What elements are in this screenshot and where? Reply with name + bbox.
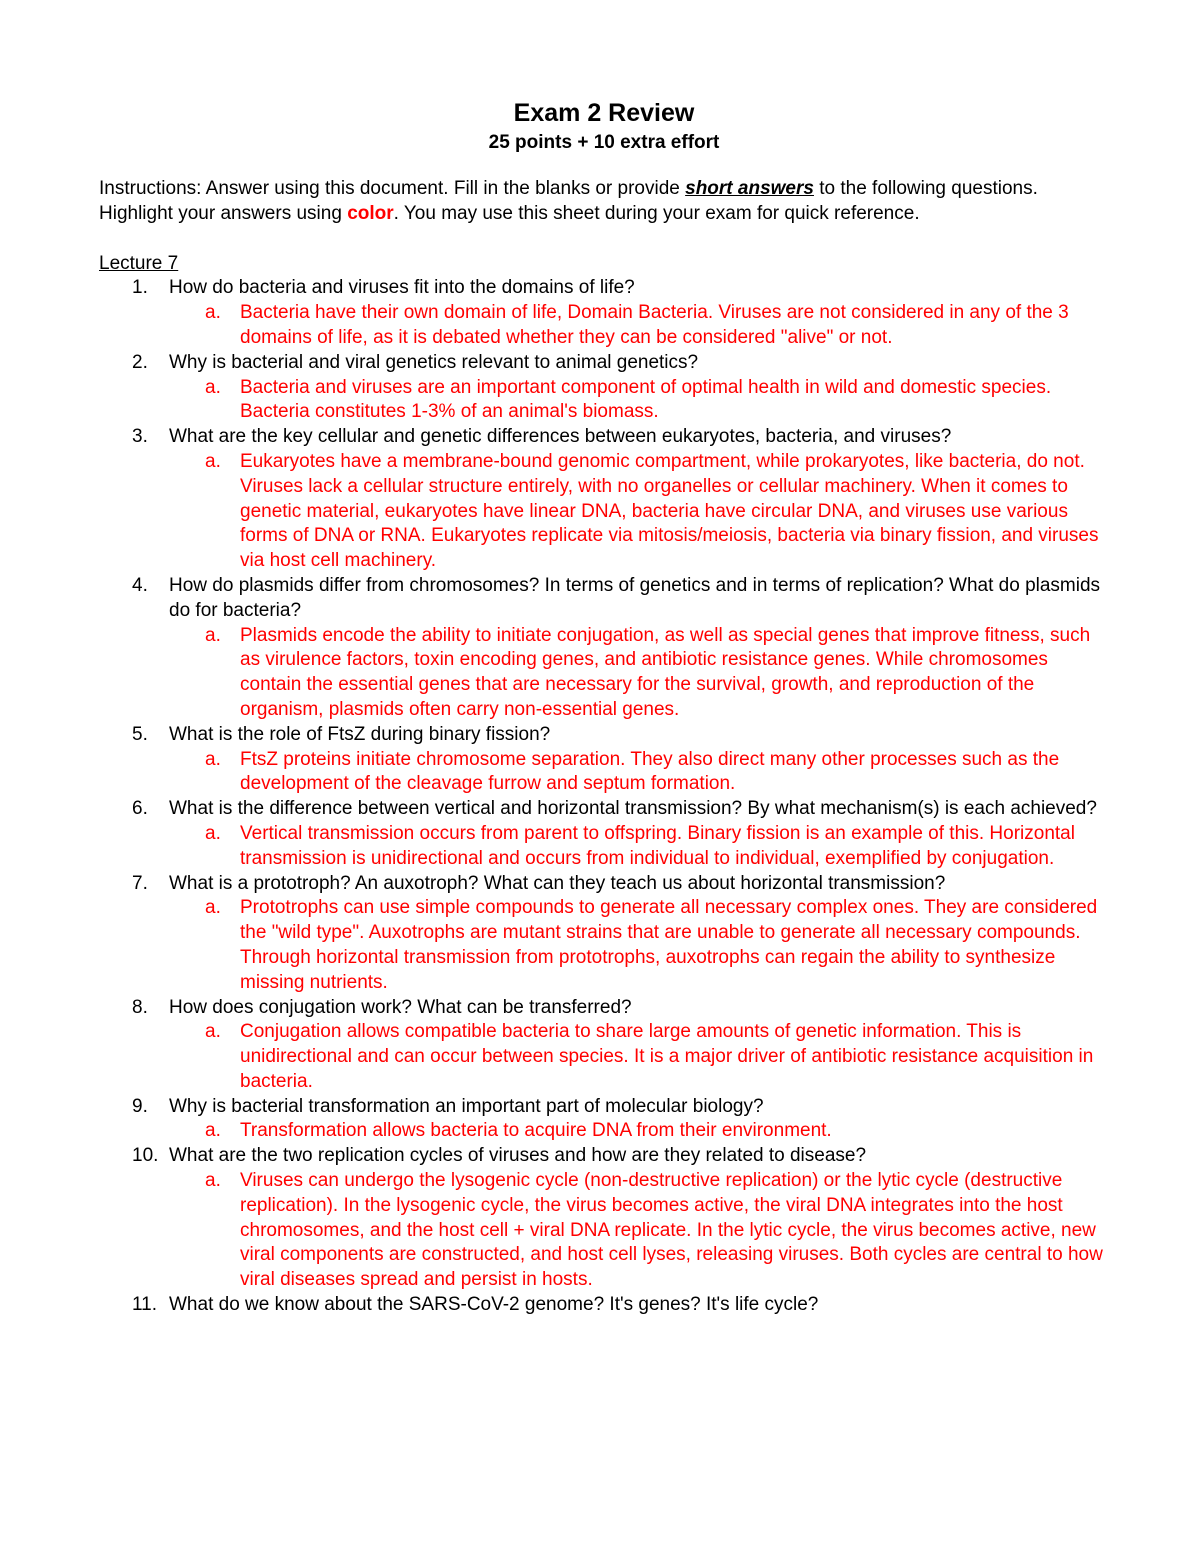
answer-item (99, 822, 1109, 872)
answer-item (99, 450, 1109, 574)
question-item (99, 1095, 1109, 1145)
page-subtitle: 25 points + 10 extra effort (488, 132, 720, 153)
question-number: 6. (132, 798, 148, 820)
instructions-emphasis-color: color (347, 202, 394, 224)
question-number: 9. (132, 1095, 148, 1117)
question-item (99, 996, 1109, 1095)
question-number: 4. (132, 574, 148, 596)
answer-item (99, 624, 1109, 723)
question-text: What is a prototroph? An auxotroph? What can they teach us about horizontal transmission? (169, 872, 946, 894)
answer-text: Viruses can undergo the lysogenic cycle (non-destructive replication) or the lytic cycle (destructive replication). In the lysogenic cycle, the virus becomes active, the viral DNA integrates into the host chromosomes, and the host cell + viral DNA replicate. In the lytic cycle, the virus becomes active, new viral components are constructed, and host cell lyses, releasing viruses. Both cycles are central to how viral diseases spread and persist in hosts. (240, 1170, 1103, 1291)
question-item (99, 574, 1109, 723)
question-text: What are the key cellular and genetic differences between eukaryotes, bacteria, and viruses? (169, 426, 952, 448)
answer-label: a. (205, 822, 221, 844)
answer-label: a. (205, 1120, 221, 1142)
answer-text: Conjugation allows compatible bacteria to share large amounts of genetic information. This is unidirectional and can occur between species. It is a major driver of antibiotic resistance acquisition in bacteria. (240, 1021, 1094, 1092)
answer-text: Vertical transmission occurs from parent to offspring. Binary fission is an example of this. Horizontal transmission is unidirectional and occurs from individual to individual, exemplified by conjugation. (240, 822, 1075, 869)
answer-text: Bacteria have their own domain of life, Domain Bacteria. Viruses are not considered in any of the 3 domains of life, as it is debated whether they can be considered "alive" or not. (240, 302, 1069, 348)
question-number: 8. (132, 996, 148, 1018)
answer-text: FtsZ proteins initiate chromosome separation. They also direct many other processes such as the development of the cleavage furrow and septum formation. (240, 748, 1060, 795)
answer-item (99, 376, 1109, 426)
question-number: 11. (132, 1294, 158, 1316)
instructions-paragraph (99, 177, 1109, 227)
question-number: 1. (132, 277, 148, 299)
instructions-text-3: . You may use this sheet during your exam for quick reference. (393, 202, 920, 224)
question-item (99, 425, 1109, 574)
question-number: 5. (132, 723, 148, 745)
answer-item (99, 1119, 1109, 1144)
instructions-text-1: Instructions: Answer using this document. Fill in the blanks or provide (99, 178, 686, 199)
answer-label: a. (205, 450, 221, 472)
question-text: How do plasmids differ from chromosomes? In terms of genetics and in terms of replication? What do plasmids do for bacteria? (169, 574, 1101, 621)
answer-label: a. (205, 302, 221, 324)
answer-label: a. (205, 1170, 221, 1192)
instructions-text-2: to the following questions. Highlight your answers using (99, 178, 1038, 224)
section-heading-lecture: Lecture 7 (99, 252, 179, 274)
answer-item (99, 1020, 1109, 1094)
answer-item (99, 301, 1109, 351)
document-page (99, 98, 1109, 1318)
question-text: How do bacteria and viruses fit into the domains of life? (169, 277, 635, 299)
answer-label: a. (205, 376, 221, 398)
answer-label: a. (205, 897, 221, 919)
question-number: 2. (132, 351, 148, 373)
question-item (99, 1144, 1109, 1293)
question-item (99, 351, 1109, 425)
answer-text: Bacteria and viruses are an important component of optimal health in wild and domestic species. Bacteria constitutes 1-3% of an animal's biomass. (240, 376, 1052, 423)
page-title: Exam 2 Review (513, 99, 695, 127)
question-number: 10. (132, 1145, 159, 1167)
question-text: What is the difference between vertical and horizontal transmission? By what mechanism(s) is each achieved? (169, 798, 1097, 820)
question-text: Why is bacterial and viral genetics relevant to animal genetics? (169, 351, 699, 373)
question-list (99, 276, 1109, 1317)
question-text: What do we know about the SARS-CoV-2 genome? It's genes? It's life cycle? (169, 1294, 819, 1316)
answer-label: a. (205, 624, 221, 646)
question-item (99, 797, 1109, 871)
answer-text: Eukaryotes have a membrane-bound genomic compartment, while prokaryotes, like bacteria, do not. Viruses lack a cellular structure entirely, with no organelles or cellular machinery. When it comes to genetic material, eukaryotes have linear DNA, bacteria have circular DNA, and viruses use various forms of DNA or RNA. Eukaryotes replicate via mitosis/meiosis, bacteria via binary fission, and viruses via host cell machinery. (240, 450, 1099, 572)
question-item (99, 1293, 1109, 1318)
answer-item (99, 748, 1109, 798)
question-number: 7. (132, 872, 148, 894)
question-text: Why is bacterial transformation an important part of molecular biology? (169, 1095, 764, 1117)
answer-text: Prototrophs can use simple compounds to generate all necessary complex ones. They are considered the "wild type". Auxotrophs are mutant strains that are unable to generate all necessary compounds. Through horizontal transmission from prototrophs, auxotrophs can regain the ability to synthesize missing nutrients. (240, 897, 1098, 993)
answer-text: Transformation allows bacteria to acquire DNA from their environment. (240, 1120, 832, 1142)
question-text: How does conjugation work? What can be transferred? (169, 996, 632, 1018)
question-item (99, 276, 1109, 350)
question-number: 3. (132, 426, 148, 448)
answer-text: Plasmids encode the ability to initiate conjugation, as well as special genes that improve fitness, such as virulence factors, toxin encoding genes, and antibiotic resistance genes. While chromosomes contain the essential genes that are necessary for the survival, growth, and reproduction of the organism, plasmids often carry non-essential genes. (240, 624, 1091, 720)
instructions-emphasis-short-answers: short answers (685, 178, 814, 199)
answer-label: a. (205, 1021, 221, 1043)
question-text: What are the two replication cycles of viruses and how are they related to disease? (169, 1145, 867, 1167)
question-item (99, 723, 1109, 797)
answer-item (99, 1169, 1109, 1293)
answer-item (99, 896, 1109, 995)
question-item (99, 872, 1109, 996)
answer-label: a. (205, 748, 221, 770)
question-text: What is the role of FtsZ during binary fission? (169, 723, 551, 745)
